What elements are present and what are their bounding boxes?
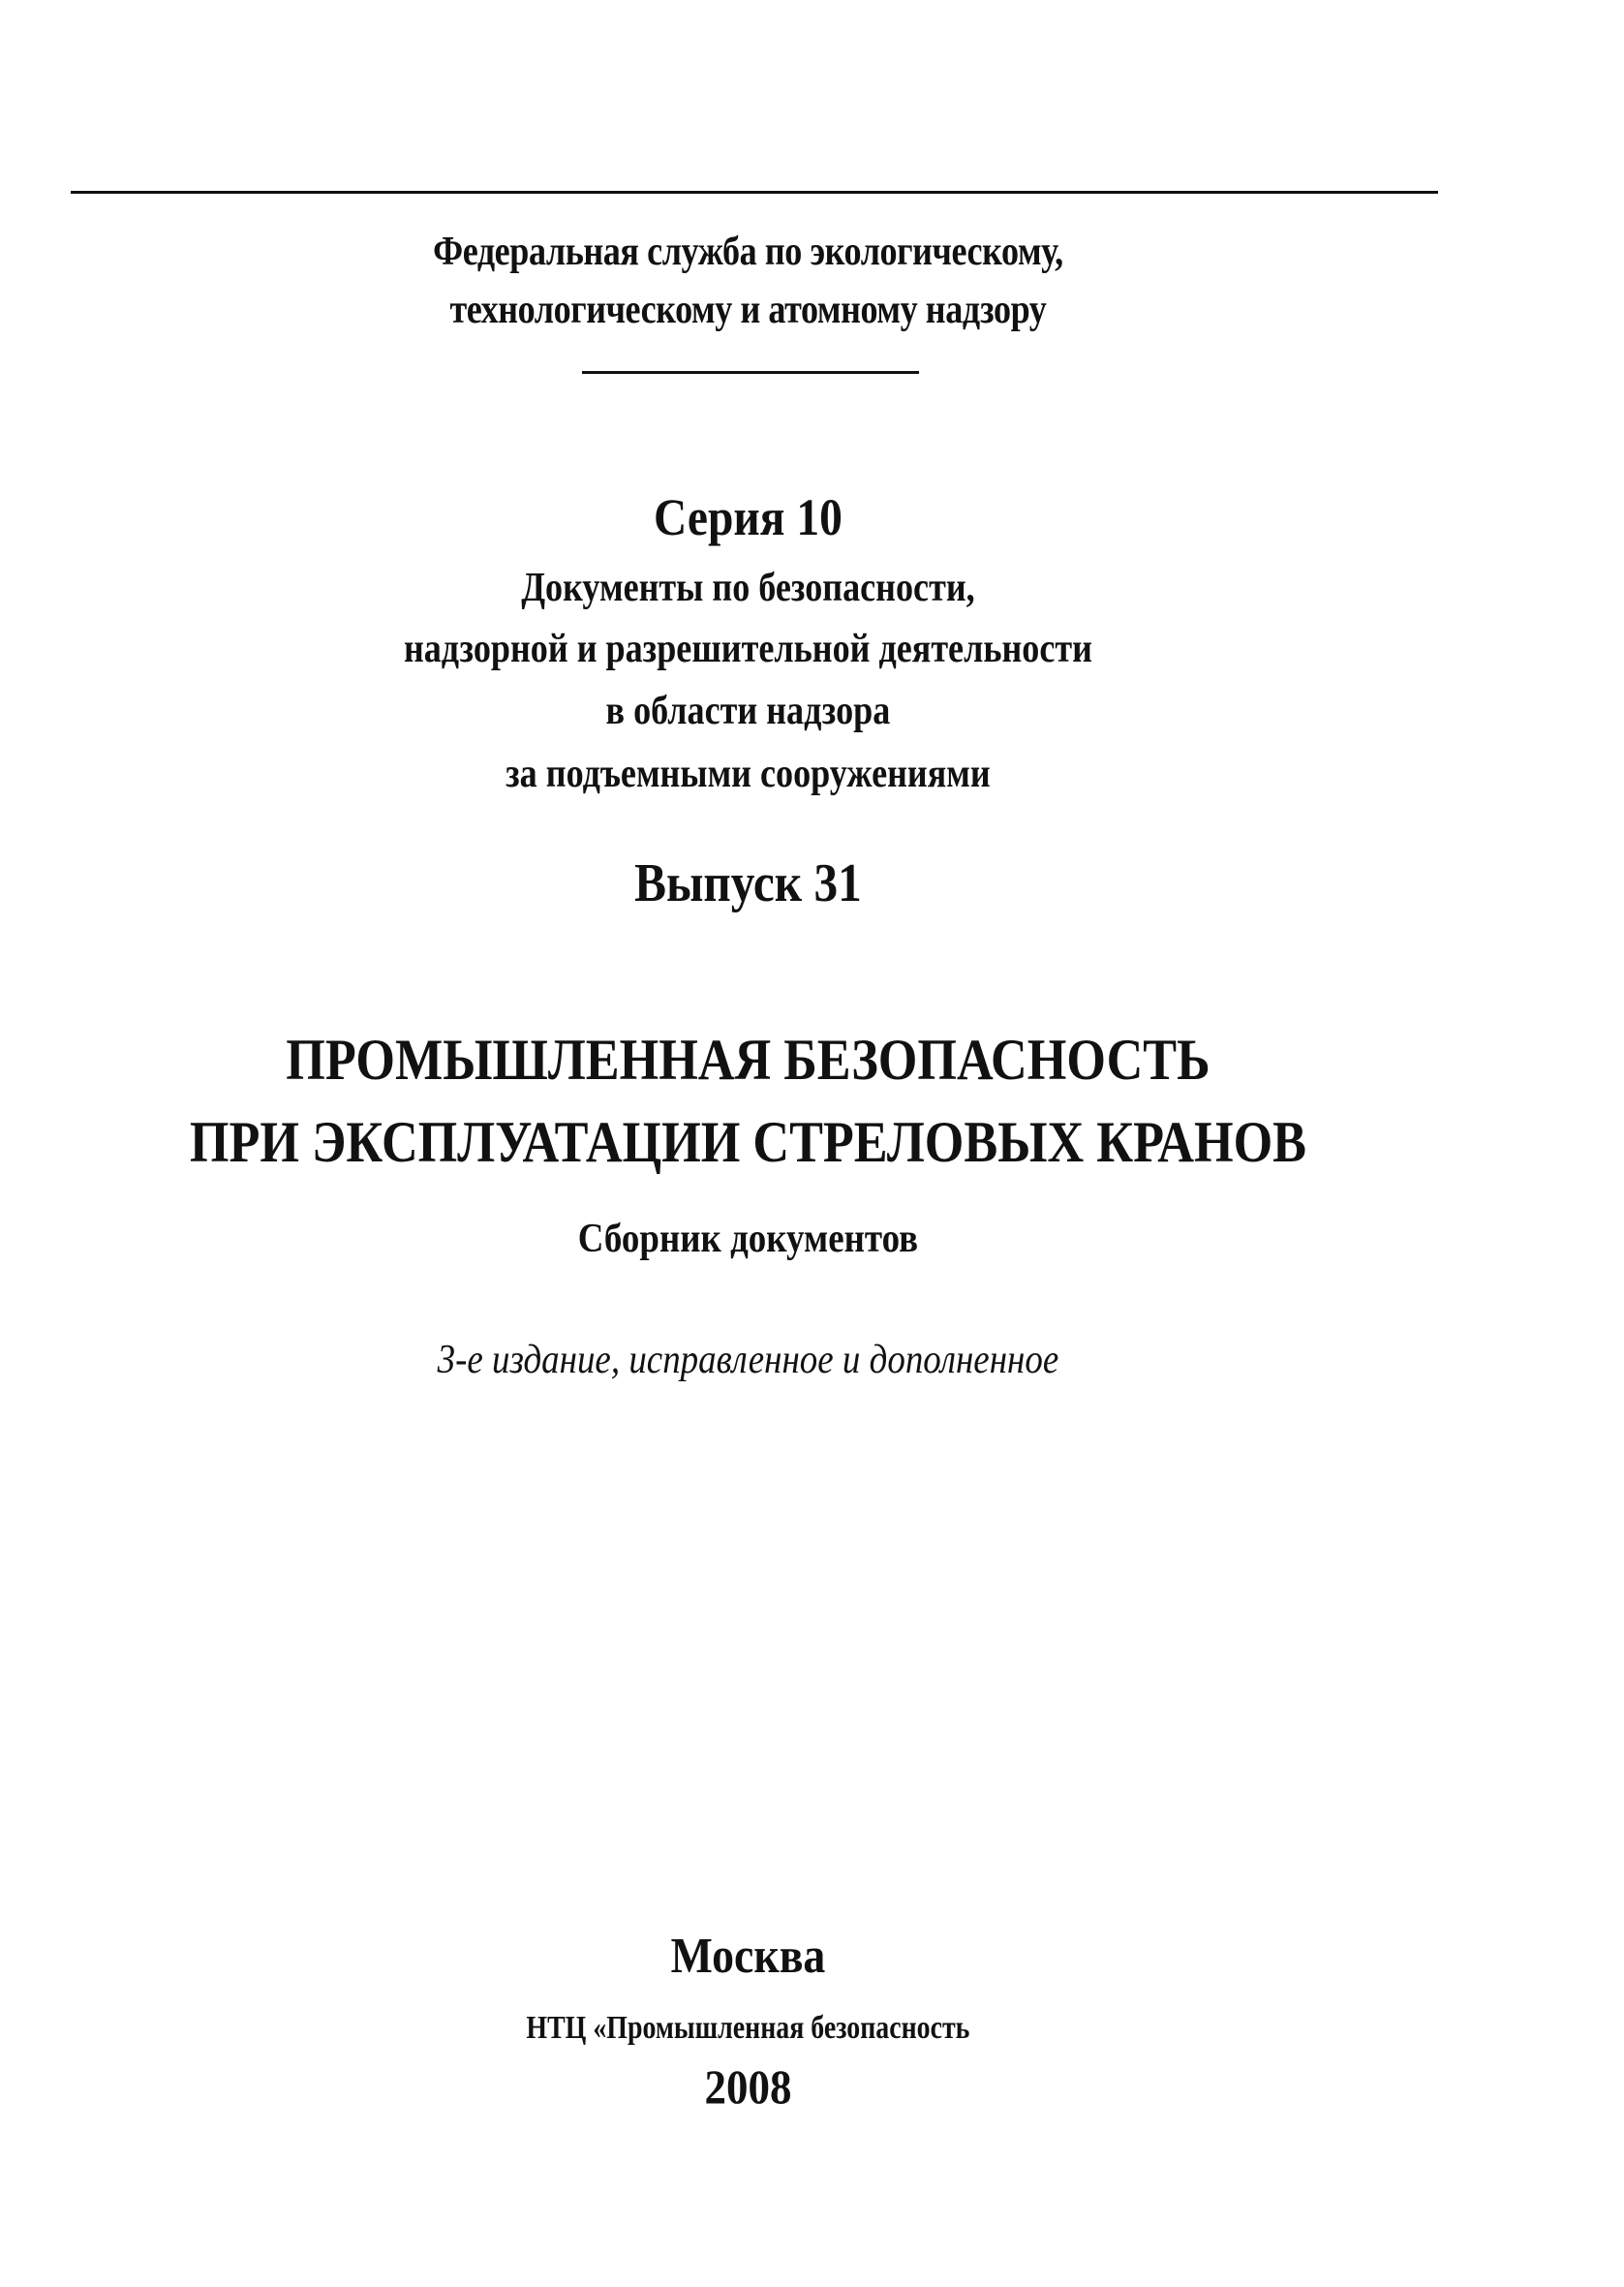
edition-note: 3-е издание, исправленное и дополненное [437, 1338, 1059, 1382]
main-title-line-2: ПРИ ЭКСПЛУАТАЦИИ СТРЕЛОВЫХ КРАНОВ [189, 1110, 1307, 1174]
top-divider [71, 191, 1438, 194]
issue-number: Выпуск 31 [634, 853, 862, 913]
series-description-line-4: за подъемными сооружениями [506, 752, 991, 796]
agency-divider [582, 371, 919, 374]
imprint-year: 2008 [704, 2059, 792, 2114]
agency-name-line-1: Федеральная служба по экологическому, [433, 230, 1063, 274]
main-title-line-1: ПРОМЫШЛЕННАЯ БЕЗОПАСНОСТЬ [286, 1028, 1210, 1092]
series-description-line-3: в области надзора [605, 689, 891, 733]
series-description-line-2: надзорной и разрешительной деятельности [403, 627, 1092, 671]
imprint-city: Москва [670, 1929, 826, 1984]
series-title: Серия 10 [653, 488, 843, 546]
series-description-line-1: Документы по безопасности, [521, 566, 975, 610]
imprint-publisher: НТЦ «Промышленная безопасность [526, 2010, 970, 2046]
agency-name-line-2: технологическому и атомному надзору [449, 288, 1047, 332]
subtitle: Сборник документов [577, 1217, 919, 1261]
